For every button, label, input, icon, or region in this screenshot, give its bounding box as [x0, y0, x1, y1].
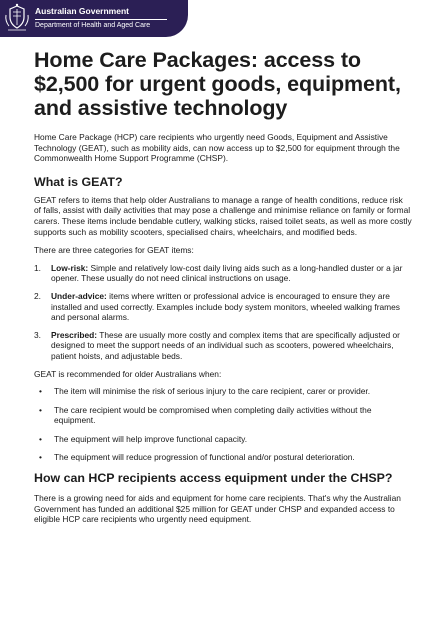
geat-description: GEAT refers to items that help older Australians to manage a range of health conditions, reduce risk of falls, assist with daily activities that may pose a challenge and minimise reliance on family or formal carers. These items include bendable cutlery, walking sticks, raised toilet seats, as well as more costly supports such as mobility scooters, specialised chairs, wheelchairs, and modified beds. — [34, 194, 412, 237]
document-body — [34, 48, 412, 525]
list-item — [34, 405, 412, 426]
bullet-icon: • — [39, 433, 42, 444]
list-number: 2. — [34, 290, 41, 301]
coat-of-arms-icon — [4, 3, 30, 33]
category-text: These are usually more costly and complex items that are specifically adjusted or designed to meet the support needs of an individual such as scooters, powered wheelchairs, patient hoists, and adjustable beds. — [51, 329, 400, 361]
bullet-icon: • — [39, 404, 42, 415]
list-item — [34, 386, 412, 397]
list-item — [34, 330, 412, 362]
list-item — [34, 434, 412, 445]
bullet-text: The equipment will reduce progression of functional and/or postural deterioration. — [54, 452, 355, 463]
bullet-text: The equipment will help improve functional capacity. — [54, 433, 248, 444]
list-number: 3. — [34, 329, 41, 340]
list-number: 1. — [34, 262, 41, 273]
bullet-icon: • — [39, 386, 42, 397]
government-name: Australian Government — [35, 6, 129, 16]
categories-intro: There are three categories for GEAT items: — [34, 245, 194, 256]
category-term: Prescribed: — [51, 329, 98, 340]
bullet-text: The care recipient would be compromised when completing daily activities without the equipment. — [54, 404, 372, 426]
category-text: Simple and relatively low-cost daily living aids such as a long-handled duster or a jar opener. These usually do not need clinical instructions on usage. — [51, 262, 403, 284]
list-item — [34, 263, 412, 284]
category-term: Under-advice: — [51, 290, 107, 301]
categories-list — [34, 263, 412, 362]
category-text: items where written or professional advice is encouraged to ensure they are installed and used correctly. Examples include body system monitors, wheeled walking frames and personal alarms. — [51, 290, 400, 323]
section-heading-hcp-access: How can HCP recipients access equipment under the CHSP? — [34, 471, 393, 486]
bullet-icon: • — [39, 452, 42, 463]
category-term: Low-risk: — [51, 262, 89, 273]
page-title: Home Care Packages: access to $2,500 for urgent goods, equipment, and assistive technology — [34, 48, 401, 120]
list-item — [34, 452, 412, 463]
hcp-access-paragraph: There is a growing need for aids and equipment for home care recipients. That's why the Australian Government has funded an additional $25 million for GEAT under CHSP and expanded access to eligible HCP care recipients who urgently need equipment. — [34, 493, 401, 525]
bullet-text: The item will minimise the risk of serious injury to the care recipient, carer or provider. — [54, 386, 371, 397]
section-heading-what-is-geat: What is GEAT? — [34, 174, 123, 189]
government-banner — [0, 0, 188, 37]
recommended-intro: GEAT is recommended for older Australians when: — [34, 368, 222, 379]
recommended-list — [34, 386, 412, 463]
banner-divider — [35, 19, 167, 20]
department-name: Department of Health and Aged Care — [35, 22, 151, 29]
intro-paragraph: Home Care Package (HCP) care recipients who urgently need Goods, Equipment and Assistive Technology (GEAT), such as mobility aids, can now access up to $2,500 for equipment through the Commonwealth Home Support Programme (CHSP). — [34, 132, 400, 164]
list-item — [34, 291, 412, 323]
